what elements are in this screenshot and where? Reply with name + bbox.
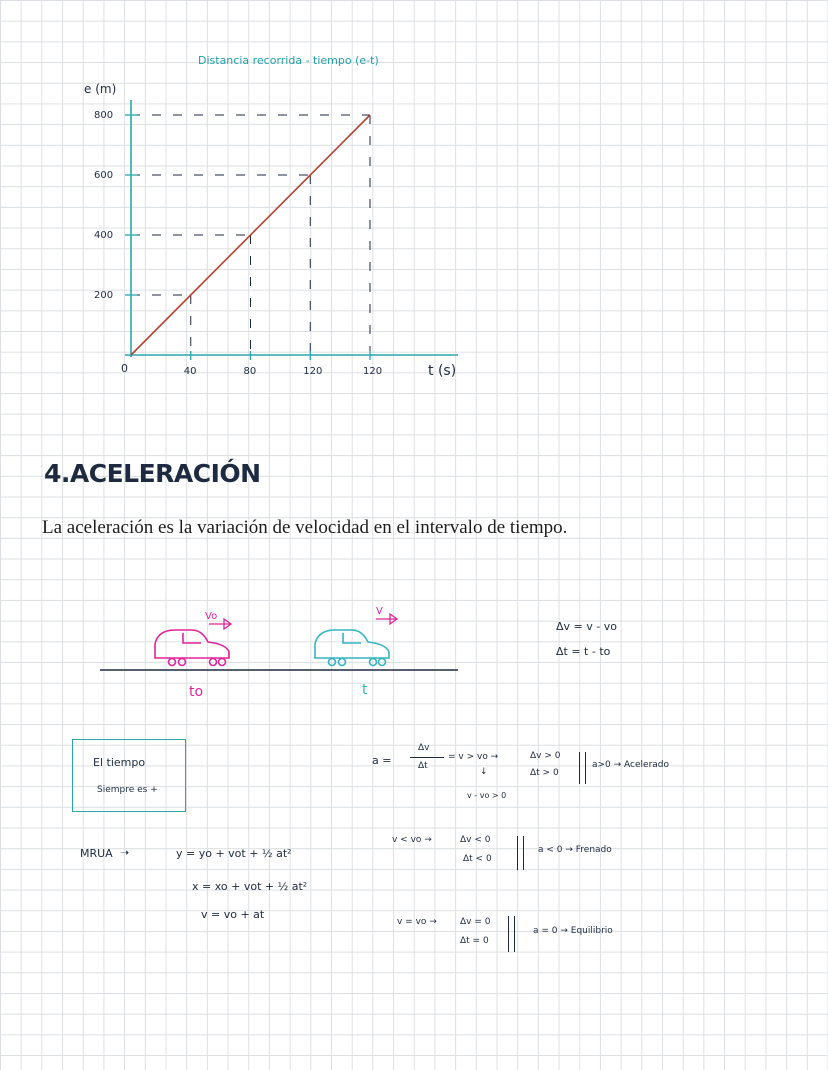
cars-diagram: [0, 600, 470, 710]
y-tick-label: 200: [94, 290, 114, 301]
y-axis-label: e (m): [84, 82, 117, 96]
note-line-1: El tiempo: [93, 756, 146, 769]
x-tick-label: 120: [363, 366, 383, 377]
accel-fraction-line: [410, 757, 444, 758]
final-velocity-label: V: [376, 606, 383, 617]
pink-car-icon: [155, 630, 229, 666]
case1-delta-t: Δt > 0: [530, 768, 559, 778]
y-tick-label: 600: [94, 170, 114, 181]
y-tick-label: 400: [94, 230, 114, 241]
case3-result: a = 0 → Equilibrio: [533, 926, 613, 936]
section-heading: 4.ACELERACIÓN: [44, 459, 261, 488]
accel-numerator: Δv: [418, 743, 430, 753]
case3-delta-v: Δv = 0: [460, 917, 491, 927]
mrua-arrow-icon: ➝: [120, 846, 130, 859]
case2-result: a < 0 → Frenado: [538, 845, 612, 855]
accel-definition-a: a =: [372, 754, 392, 767]
case3-double-bar: [508, 916, 515, 952]
case2-condition: v < vo →: [392, 835, 432, 845]
y-tick-label: 800: [94, 110, 114, 121]
initial-velocity-label: Vo: [205, 611, 218, 622]
case2-delta-t: Δt < 0: [463, 854, 492, 864]
accel-denominator: Δt: [418, 761, 428, 771]
x-axis-label: t (s): [428, 363, 457, 379]
time-note-box: [72, 739, 186, 812]
x-tick-label: 120: [303, 366, 323, 377]
delta-t-formula: Δt = t - to: [556, 645, 611, 658]
note-line-2: Siempre es +: [97, 785, 158, 795]
x-tick-label: 80: [243, 366, 257, 377]
x-tick-label: 40: [183, 366, 197, 377]
case1-double-bar: [579, 752, 586, 784]
acceleration-definition: La aceleración es la variación de velocidad en el intervalo de tiempo.: [42, 517, 568, 538]
origin-label: 0: [121, 362, 128, 375]
case3-delta-t: Δt = 0: [460, 936, 489, 946]
case3-condition: v = vo →: [397, 917, 437, 927]
case1-condition: = v > vo →: [448, 752, 499, 762]
case1-down-arrow-icon: ↓: [480, 767, 488, 777]
case1-delta-v: Δv > 0: [530, 751, 561, 761]
initial-time-label: to: [189, 684, 204, 700]
final-time-label: t: [362, 682, 368, 698]
case1-result: a>0 → Acelerado: [592, 760, 670, 770]
teal-car-icon: [315, 630, 389, 666]
case2-delta-v: Δv < 0: [460, 835, 491, 845]
mrua-position-y-equation: y = yo + vot + ½ at²: [176, 847, 292, 860]
delta-v-formula: Δv = v - vo: [556, 620, 617, 633]
mrua-label: MRUA: [80, 847, 113, 860]
chart-title: Distancia recorrida - tiempo (e-t): [198, 54, 379, 67]
case2-double-bar: [517, 836, 524, 870]
distance-time-chart: [0, 0, 828, 400]
mrua-position-x-equation: x = xo + vot + ½ at²: [192, 880, 308, 893]
case1-subtraction: v - vo > 0: [467, 791, 507, 800]
mrua-velocity-equation: v = vo + at: [201, 908, 265, 921]
